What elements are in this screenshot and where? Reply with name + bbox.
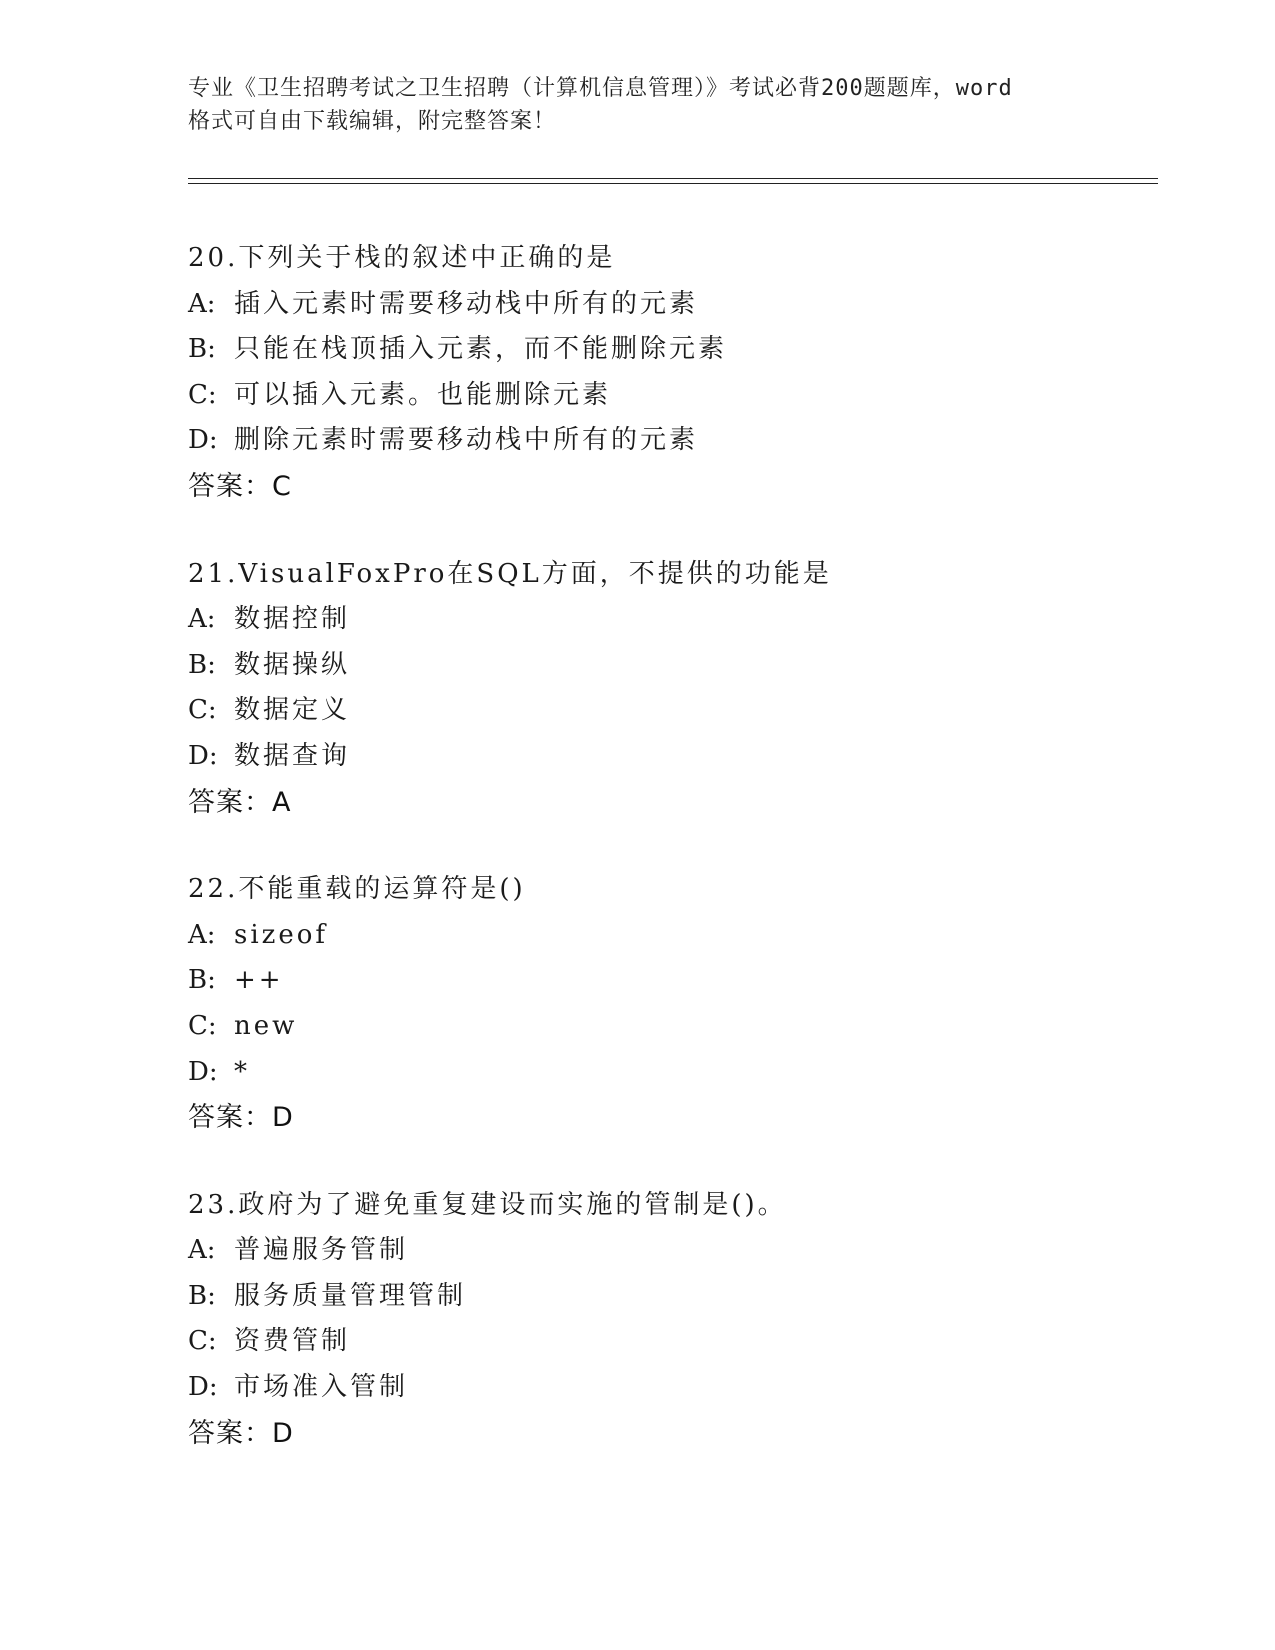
- option-letter: D:: [188, 1056, 218, 1087]
- option-c: [188, 1319, 1168, 1365]
- option-b: [188, 643, 1168, 689]
- option-b: [188, 958, 1168, 1004]
- option-letter: D:: [188, 740, 218, 771]
- option-text: sizeof: [234, 919, 329, 950]
- option-d: [188, 1050, 1168, 1096]
- question-stem: [188, 552, 1168, 598]
- option-a: [188, 913, 1168, 959]
- question-stem: [188, 867, 1168, 913]
- option-letter: A:: [188, 1235, 216, 1266]
- question-list: [188, 236, 1168, 1498]
- option-c: [188, 688, 1168, 734]
- option-a: [188, 1228, 1168, 1274]
- option-letter: A:: [188, 604, 216, 635]
- option-text: *: [234, 1056, 250, 1087]
- question-stem: [188, 1183, 1168, 1229]
- question-text: 下列关于栈的叙述中正确的是: [238, 243, 616, 273]
- answer-value: A: [272, 786, 292, 818]
- option-text: 数据定义: [234, 695, 351, 726]
- question-block: [188, 236, 1168, 510]
- answer-label: 答案：: [188, 786, 272, 818]
- option-letter: A:: [188, 288, 216, 319]
- option-text: 市场准入管制: [234, 1372, 409, 1403]
- answer-value: D: [272, 1417, 294, 1449]
- option-letter: A:: [188, 919, 216, 950]
- question-text: VisualFoxPro在SQL方面，不提供的功能是: [238, 558, 832, 589]
- option-text: new: [234, 1010, 298, 1041]
- option-letter: C:: [188, 379, 217, 410]
- question-stem: [188, 236, 1168, 282]
- option-letter: C:: [188, 1010, 217, 1041]
- header-line-2: 格式可自由下载编辑，附完整答案！: [188, 109, 557, 134]
- option-d: [188, 1365, 1168, 1411]
- answer-value: D: [272, 1102, 294, 1134]
- option-letter: D:: [188, 425, 218, 456]
- option-letter: B:: [188, 649, 216, 680]
- question-number: 23.: [188, 1189, 239, 1220]
- option-letter: D:: [188, 1372, 218, 1403]
- option-letter: B:: [188, 334, 216, 365]
- option-c: [188, 1004, 1168, 1050]
- option-text: ++: [234, 965, 284, 996]
- option-a: [188, 597, 1168, 643]
- answer-value: C: [272, 470, 292, 502]
- option-text: 只能在栈顶插入元素，而不能删除元素: [234, 334, 728, 365]
- answer-line: [188, 780, 1168, 826]
- option-text: 服务质量管理管制: [234, 1280, 467, 1311]
- option-text: 可以插入元素。也能删除元素: [234, 379, 612, 410]
- option-letter: B:: [188, 1280, 216, 1311]
- answer-line: [188, 464, 1168, 510]
- answer-label: 答案：: [188, 1102, 272, 1134]
- option-d: [188, 418, 1168, 464]
- answer-label: 答案：: [188, 470, 272, 502]
- answer-label: 答案：: [188, 1417, 272, 1449]
- question-text: 不能重载的运算符是(): [238, 874, 526, 905]
- question-number: 22.: [188, 874, 239, 905]
- option-b: [188, 1274, 1168, 1320]
- question-block: [188, 552, 1168, 826]
- answer-line: [188, 1095, 1168, 1141]
- question-block: [188, 867, 1168, 1141]
- option-letter: C:: [188, 1326, 217, 1357]
- option-b: [188, 327, 1168, 373]
- header-line-1: 专业《卫生招聘考试之卫生招聘（计算机信息管理）》考试必背200题题库，word: [188, 76, 1013, 101]
- header-double-rule: [188, 178, 1158, 184]
- option-a: [188, 282, 1168, 328]
- question-number: 21.: [188, 558, 239, 589]
- option-d: [188, 734, 1168, 780]
- question-number: 20.: [188, 243, 239, 273]
- option-text: 资费管制: [234, 1326, 351, 1357]
- option-text: 删除元素时需要移动栈中所有的元素: [234, 425, 699, 456]
- answer-line: [188, 1411, 1168, 1457]
- option-text: 数据控制: [234, 604, 351, 635]
- option-text: 插入元素时需要移动栈中所有的元素: [234, 288, 699, 319]
- option-letter: C:: [188, 695, 217, 726]
- option-letter: B:: [188, 965, 216, 996]
- option-text: 数据操纵: [234, 649, 351, 680]
- question-block: [188, 1183, 1168, 1457]
- document-header: [188, 72, 1108, 138]
- option-text: 普遍服务管制: [234, 1235, 409, 1266]
- option-c: [188, 373, 1168, 419]
- option-text: 数据查询: [234, 740, 351, 771]
- question-text: 政府为了避免重复建设而实施的管制是()。: [238, 1189, 787, 1220]
